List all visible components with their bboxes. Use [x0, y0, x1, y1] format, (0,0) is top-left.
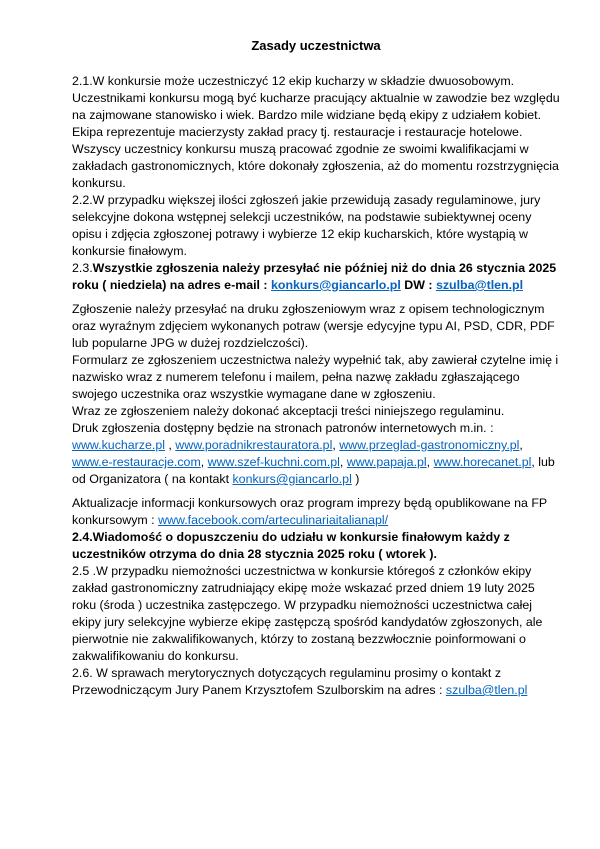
link-facebook[interactable]: www.facebook.com/arteculinariaitalianapl/ — [158, 513, 389, 527]
link-szef-kuchni[interactable]: www.szef-kuchni.com.pl — [207, 455, 340, 469]
paragraph-form: Formularz ze zgłoszeniem uczestnictwa należy wypełnić tak, aby zawierał czytelne imię i nazwisko wraz z numerem telefonu i mailem, pełna nazwę zakładu zgłaszającego swojego uczestnika oraz wszystkie wymagane dane w zgłoszeniu. — [72, 353, 559, 401]
deadline-text: Wszystkie zgłoszenia należy przesyłać nie później niż do dnia 26 stycznia 2025 roku ( niedziela) na adres e-mail : — [72, 261, 557, 292]
paragraph-submission: Zgłoszenie należy przesyłać na druku zgłoszeniowym wraz z opisem technologicznym oraz wyraźnym zdjęciem wykonanych potraw (wersje edycyjne typu AI, PSD, CDR, PDF lub popularne JPG w dużej rozdzielczości). — [72, 302, 555, 350]
link-poradnikrestauratora[interactable]: www.poradnikrestauratora.pl — [175, 438, 333, 452]
dw-label: DW : — [400, 278, 436, 292]
email-link-jury[interactable]: szulba@tlen.pl — [445, 683, 528, 697]
qualification-notice: Wiadomość o dopuszczeniu do udziału w konkursie finałowym każdy z uczestników otrzyma do dnia 28 stycznia 2025 roku ( wtorek ). — [72, 530, 510, 561]
link-kucharze[interactable]: www.kucharze.pl — [72, 438, 165, 452]
email-link-konkurs[interactable]: konkurs@giancarlo.pl — [271, 278, 401, 292]
link-przeglad-gastronomiczny[interactable]: www.przeglad-gastronomiczny.pl — [339, 438, 520, 452]
paragraph-acceptance: Wraz ze zgłoszeniem należy dokonać akceptacji treści niniejszego regulaminu. — [72, 404, 505, 418]
document-title: Zasady uczestnictwa — [251, 38, 381, 53]
paragraph-2-4: 2.4.Wiadomość o dopuszczeniu do udziału w konkursie finałowym każdy z uczestników otrzyma do dnia 28 stycznia 2025 roku ( wtorek ). — [72, 530, 510, 561]
paragraph-2-6: 2.6. W sprawach merytorycznych dotyczących regulaminu prosimy o kontakt z Przewodniczącym Jury Panem Krzysztofem Szulborskim na adres : szulba@tlen.pl — [72, 666, 528, 697]
link-e-restauracje[interactable]: www.e-restauracje.com — [72, 455, 201, 469]
paragraph-2-3 — [72, 260, 560, 294]
paragraph-2-3-prefix: 2.3. — [72, 261, 93, 275]
paragraph-updates: Aktualizacje informacji konkursowych oraz program imprezy będą opublikowane na FP konkursowym : www.facebook.com/arteculinariaitalianapl/ — [72, 496, 547, 527]
paragraph-2-2: 2.2.W przypadku większej ilości zgłoszeń jakie przewidują zasady regulaminowe, jury selekcyjne dokona wstępnej selekcji uczestników, na podstawie subiektywnej oceny opisu i zdjęcia zgłoszonej potrawy i wybierze 12 ekip kucharskich, które wystąpią w konkursie finałowym. — [72, 193, 541, 258]
paragraph-2-5: 2.5 .W przypadku niemożności uczestnictwa w konkursie któregoś z członków ekipy zakład gastronomiczny zatrudniający ekipę może wskazać przed dniem 19 luty 2025 roku (środa ) uczestnika zastępczego. W przypadku niemożności uczestnictwa całej ekipy jury selekcyjne wybierze ekipę zastępczą spośród kandydatów zgłoszonych, ale pierwotnie nie zakwalifikowanych, którzy to zostaną bezzwłocznie poinformowani o zakwalifikowaniu do konkursu. — [72, 564, 543, 663]
paragraph-2-1: 2.1.W konkursie może uczestniczyć 12 ekip kucharzy w składzie dwuosobowym. Uczestnikami konkursu mogą być kucharze pracujący aktualnie w zawodzie bez względu na zajmowane stanowisko i wiek. Bardzo mile widziane będą ekipy z udziałem kobiet. Ekipa reprezentuje macierzysty zakład pracy tj. restauracje i restauracje hotelowe. Wszyscy uczestnicy konkursu muszą pracować zgodnie ze swoimi kwalifikacjami w zakładach gastronomicznych, które dokonały zgłoszenia, aż do momentu rozstrzygnięcia konkursu. — [72, 74, 560, 190]
email-link-organizer[interactable]: konkurs@giancarlo.pl — [232, 472, 352, 486]
paragraph-patrons: Druk zgłoszenia dostępny będzie na stronach patronów internetowych m.in. : www.kucharze.pl , www.poradnikrestauratora.pl, www.przeglad-gastronomiczny.pl, www.e-restauracje.com, www.szef-kuchni.com.pl, www.papaja.pl, www.horecanet.pl, lub od Organizatora ( na kontakt konkurs@giancarlo.pl ) — [72, 421, 555, 486]
link-horecanet[interactable]: www.horecanet.pl — [433, 455, 532, 469]
link-papaja[interactable]: www.papaja.pl — [346, 455, 427, 469]
email-link-szulba[interactable]: szulba@tlen.pl — [435, 278, 524, 292]
document-body — [72, 73, 560, 699]
